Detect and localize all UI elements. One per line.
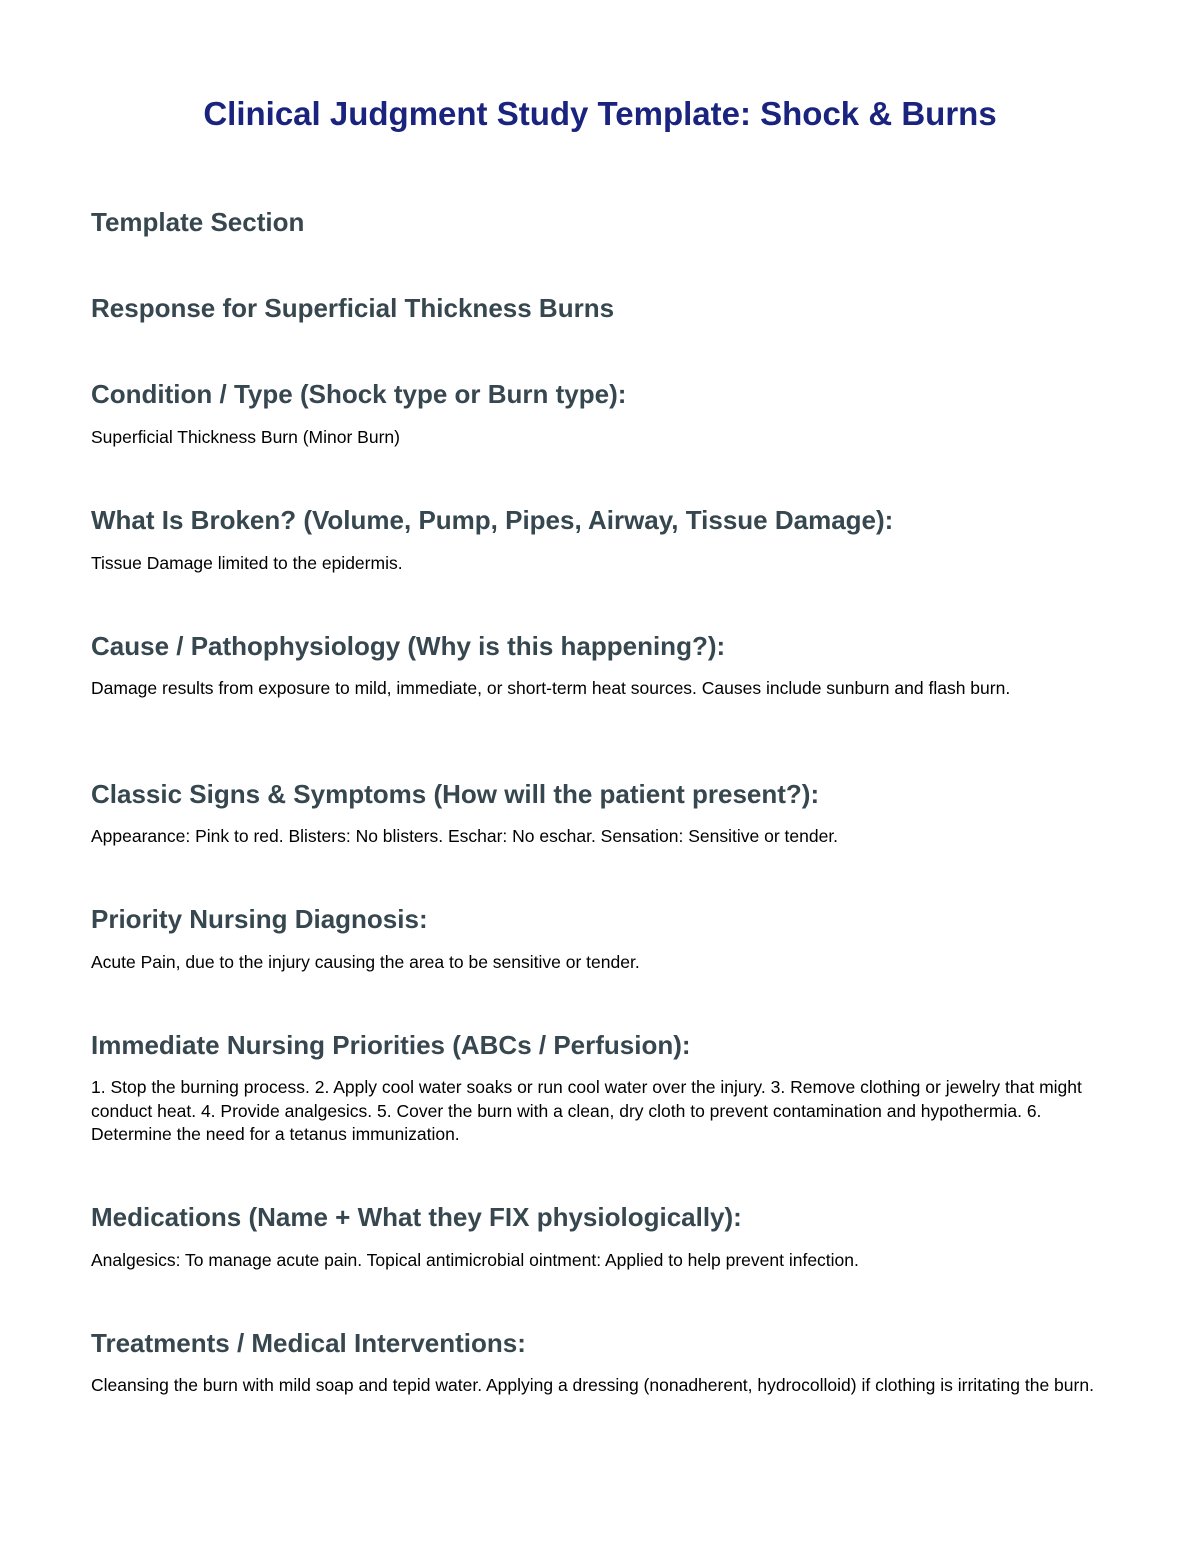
template-section-heading: Template Section (91, 207, 305, 237)
signs-symptoms-heading: Classic Signs & Symptoms (How will the patient present?): (91, 779, 820, 809)
nursing-diagnosis-text: Acute Pain, due to the injury causing the area to be sensitive or tender. (91, 952, 640, 972)
treatments-text: Cleansing the burn with mild soap and tepid water. Applying a dressing (nonadherent, hydrocolloid) if clothing is irritating the burn. (91, 1375, 1094, 1395)
cause-pathophysiology-text: Damage results from exposure to mild, immediate, or short-term heat sources. Causes include sunburn and flash burn. (91, 678, 1011, 698)
what-is-broken-text: Tissue Damage limited to the epidermis. (91, 553, 403, 573)
document-title: Clinical Judgment Study Template: Shock & Burns (203, 95, 997, 132)
medications-heading: Medications (Name + What they FIX physiologically): (91, 1202, 742, 1232)
what-is-broken-heading: What Is Broken? (Volume, Pump, Pipes, Airway, Tissue Damage): (91, 505, 894, 535)
condition-type-heading: Condition / Type (Shock type or Burn type): (91, 379, 627, 409)
nursing-priorities-text: 1. Stop the burning process. 2. Apply cool water soaks or run cool water over the injury. 3. Remove clothing or jewelry that might conduct heat. 4. Provide analgesics. 5. Cover the burn with a clean, dry cloth to prevent contamination and hypothermia. 6. Determine the need for a tetanus immunization. (91, 1077, 1082, 1144)
nursing-diagnosis-heading: Priority Nursing Diagnosis: (91, 904, 428, 934)
treatments-heading: Treatments / Medical Interventions: (91, 1328, 526, 1358)
cause-pathophysiology-heading: Cause / Pathophysiology (Why is this happening?): (91, 631, 726, 661)
condition-type-text: Superficial Thickness Burn (Minor Burn) (91, 427, 400, 447)
medications-text: Analgesics: To manage acute pain. Topical antimicrobial ointment: Applied to help prevent infection. (91, 1250, 859, 1270)
signs-symptoms-text: Appearance: Pink to red. Blisters: No blisters. Eschar: No eschar. Sensation: Sensitive or tender. (91, 826, 839, 846)
response-heading: Response for Superficial Thickness Burns (91, 293, 615, 323)
nursing-priorities-heading: Immediate Nursing Priorities (ABCs / Perfusion): (91, 1030, 691, 1060)
